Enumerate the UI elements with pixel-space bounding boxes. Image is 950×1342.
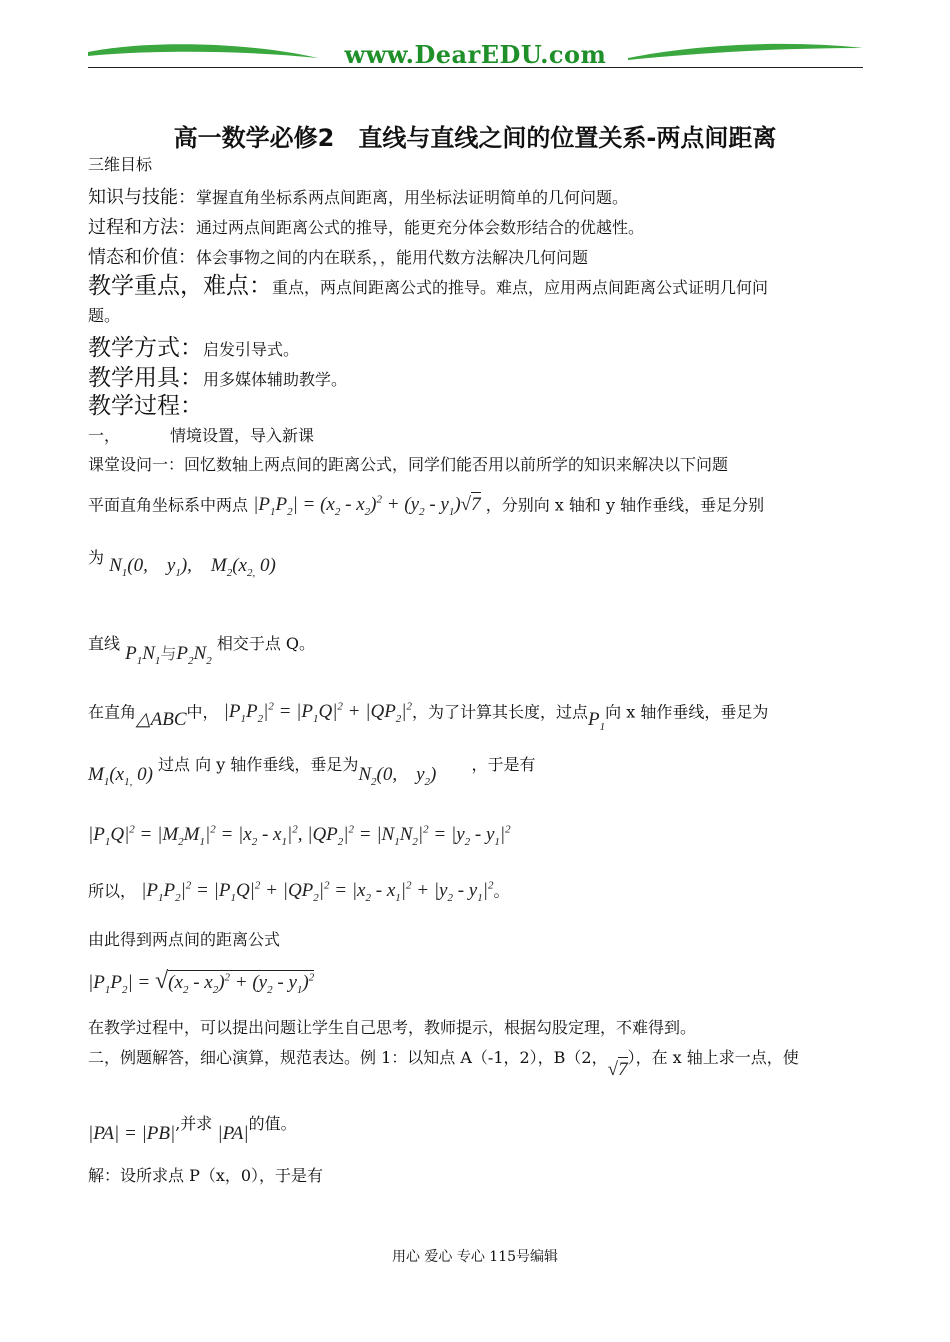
- teaching-method: 教学方式：启发引导式。: [88, 335, 300, 361]
- key-points: 教学重点，难点：重点，两点间距离公式的推导。难点，应用两点间距离公式证明几何问: [88, 273, 769, 299]
- header-divider: [88, 67, 863, 68]
- formula-pythagoras: $|P_1P_2|^2 = |P_1Q|^2 + |QP_2|^2$: [223, 701, 413, 726]
- para-therefore: 所以， $|P_1P_2|^2 = |P_1Q|^2 + |QP_2|^2 = |x_2 - x_1|^2 + |y_2 - y_1|^2$。: [88, 880, 510, 905]
- process-heading: 教学过程：: [88, 393, 203, 419]
- para-triangle: 在直角△ABC中， $|P_1P_2|^2 = |P_1Q|^2 + |QP_2|^2$，为了计算其长度，过点$P_1$向 x 轴作垂线，垂足为: [88, 701, 769, 734]
- formula-pa: |PA|: [217, 1123, 249, 1144]
- para-foot-m1: $M_1(x_{1,}$ 0) 过点 向 y 轴作垂线，垂足为$N_2(0$, $y_2$) ，于是有: [88, 755, 536, 788]
- question-one: 课堂设问一：回忆数轴上两点间的距离公式，同学们能否用以前所学的知识来解决以下问题: [88, 455, 729, 474]
- formula-feet: $N_1(0$, $y_1$), $M_2(x_{2,}$ 0): [109, 555, 276, 579]
- para-example-cont: |PA| = |PB|,并求 |PA|的值。: [88, 1114, 297, 1144]
- formula-n2: $N_2(0$, $y_2$): [358, 764, 437, 788]
- formula-m1: $M_1(x_{1,}$ 0): [88, 764, 153, 788]
- para-intersect: 直线 $P_1N_1$与$P_2N_2$ 相交于点 Q。: [88, 634, 316, 667]
- formula-distance: $|P_1P_2| = √(x_2 - x_2)^2 + (y_2 - y_1)^2$: [88, 968, 315, 997]
- teaching-tools: 教学用具：用多媒体辅助教学。: [88, 365, 348, 391]
- goals-heading: 三维目标: [88, 155, 153, 174]
- para-solution: 解：设所求点 P（x，0），于是有: [88, 1166, 324, 1185]
- formula-sqrt7: √7: [607, 1059, 628, 1080]
- formula-distance-inline: $|P_1P_2| = (x_2 - x_2)^2 + (y_2 - y_1)√7$: [253, 494, 481, 519]
- site-header: [88, 38, 863, 70]
- site-url[interactable]: www.DearEDU.com: [344, 40, 607, 69]
- formula-legs: $|P_1Q|^2 = |M_2M_1|^2 = |x_2 - x_1|^2$, $|QP_2|^2 = |N_1N_2|^2 = |y_2 - y_1|^2$: [88, 824, 511, 849]
- para-derive: 由此得到两点间的距离公式: [88, 930, 281, 949]
- step-one: 一， 情境设置，导入新课: [88, 426, 315, 445]
- key-points-cont: 题。: [88, 306, 121, 325]
- para-two-points: 平面直角坐标系中两点 $|P_1P_2| = (x_2 - x_2)^2 + (y_2 - y_1)√7$ ，分别向 x 轴和 y 轴作垂线，垂足分别: [88, 494, 765, 519]
- formula-lines: $P_1N_1$: [125, 643, 161, 667]
- goal-values: 情态和价值：体会事物之间的内在联系，，能用代数方法解决几何问题: [88, 247, 589, 268]
- formula-triangle: △ABC: [136, 709, 187, 731]
- page-title: 高一数学必修2 直线与直线之间的位置关系-两点间距离: [173, 124, 777, 152]
- page-footer: 用心 爱心 专心 115号编辑: [391, 1249, 559, 1265]
- goal-knowledge: 知识与技能：掌握直角坐标系两点间距离，用坐标法证明简单的几何问题。: [88, 187, 629, 208]
- formula-sum: $|P_1P_2|^2 = |P_1Q|^2 + |QP_2|^2 = |x_2 - x_1|^2 + |y_2 - y_1|^2$: [141, 880, 494, 905]
- para-feet: 为 $N_1(0$, $y_1$), $M_2(x_{2,}$ 0): [88, 548, 276, 579]
- formula-pa-pb: |PA| = |PB|: [88, 1123, 176, 1144]
- para-example: 二，例题解答，细心演算，规范表达。例 1：以知点 A（-1，2），B（2，√7），在 x 轴上求一点，使: [88, 1048, 799, 1080]
- goal-process: 过程和方法：通过两点间距离公式的推导，能更充分体会数形结合的优越性。: [88, 217, 645, 238]
- para-teaching-note: 在教学过程中，可以提出问题让学生自己思考，教师提示，根据勾股定理，不难得到。: [88, 1018, 697, 1037]
